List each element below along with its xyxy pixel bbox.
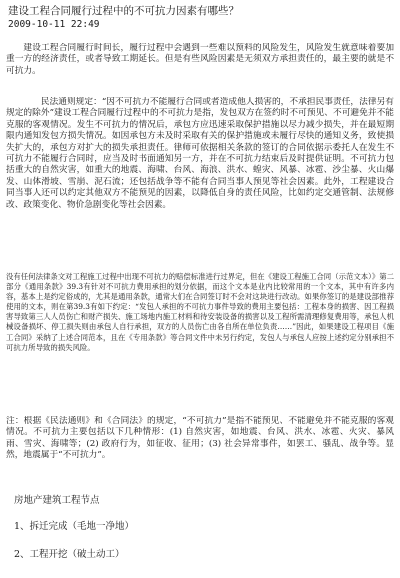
paragraph-civil-law: 民法通则规定：“因不可抗力不能履行合同或者造成他人损害的，不承担民事责任，法律另有规定的除外”建设工程合同履行过程中的不可抗力是指，发包双方在签约时不可预见、不可避免并不能克服的客观情况。发生不可抗力的情况后，承包方应迅速采取保护措施以尽力减少损失，并在最短期限内通知发包方损失情况。如因承包方未及时采取有关的保护措施或未履行尽快的通知义务，致使损失扩大的，承包方对扩大的损失承担责任。律师可依据相关条款的签订的合同依据示委托人在发生不可抗力不能履行合同时，应当及时书面通知另一方，并在不可抗力结束后及时提供证明。不可抗力包括重大的自然灾害，如重大的地震、海啸、台风、海浪、洪水、蝗灾、风暴、冰雹、沙尘暴、火山爆发、山体滑坡、雪崩、泥石流；还包括战争等不能有合同当事人预见等社会因素。此外，工程建设合同当事人还可以约定其他双方不能预见的因素，以降低自身的责任风险，比如约定交通管制、法规修改、政策变化、物价急剧变化等社会因素。	[6, 97, 394, 210]
article-title: 建设工程合同履行过程中的不可抗力因素有哪些？	[8, 5, 239, 17]
list-item-step-2: 2、工程开挖（破土动工）	[14, 549, 125, 560]
list-item-step-1: 1、拆迁完成（毛地一净地）	[14, 521, 135, 532]
paragraph-note: 注：根据《民法通则》和《合同法》的规定，“不可抗力”是指不能预见、不能避免并不能克服的客观情况。不可抗力主要包括以下几种情形：(1) 自然灾害，如地震、台风、洪水、冰雹、火灾、暴风雨、雪灾、海啸等；(2) 政府行为，如征收、征用；(3) 社会异常事件，如罢工、骚乱、战争等。显然，地震属于“不可抗力”。	[6, 416, 394, 461]
paragraph-contract-terms: 没有任何法律条文对工程施工过程中出现不可抗力的赔偿标准进行过界定，但在《建设工程施工合同（示范文本）》第二部分《通用条款》39.3有针对不可抗力费用承担的划分依据，而这个文本是业内比较常用的一个文本，其中有许多内容，基本上是约定俗成的，尤其是通用条款，通常大们在合同签订时不会对这块进行改动。如果你签订的是建设部推荐使用的文本，则在第39.3有如下约定：“发包人承担的不可抗力事件导致的费用主要包括：工程本身的损害、因工程损害导致第三人人员伤亡和财产损失、施工场地内施工材料和待安装设备的损害以及工程所需清理修复费用等，承包人机械设备损坏、停工损失则由承包人自行承担，双方的人员伤亡由各自所在单位负责……”因此，如果建设工程项目《施工合同》采纳了上述合同范本，且在《专用条款》等合同文件中未另行约定，发包人与承包人应按上述约定分别承担不可抗力所导致的损失风险。	[6, 272, 394, 352]
section-title: 房地产建筑工程节点	[14, 495, 100, 506]
article-date: 2009-10-11 22:49	[8, 19, 100, 30]
paragraph-intro: 建设工程合同履行时间长，履行过程中会遇到一些难以预料的风险发生，风险发生就意味着要加重一方的经济责任，或者导致工期延长。但是有些风险因素是无须双方承担责任的，最主要的就是不可抗力。	[6, 43, 394, 76]
